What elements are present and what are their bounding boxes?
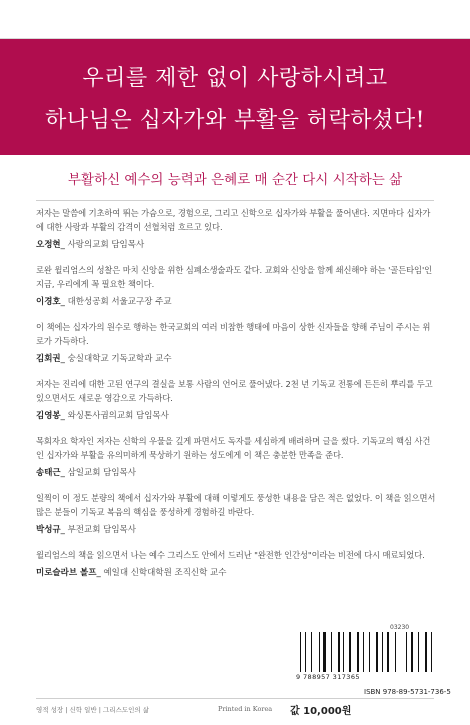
barcode-bar bbox=[418, 632, 419, 672]
endorser-name: 이경호 bbox=[36, 297, 61, 307]
barcode-bar bbox=[323, 632, 325, 672]
endorsement-text: 윌리엄스의 책을 읽으면서 나는 예수 그리스도 안에서 드러난 "완전한 인간성"이라는 비전에 다시 매료되었다. bbox=[36, 550, 425, 560]
barcode-bar bbox=[329, 632, 330, 672]
endorsement-text: 저자는 말씀에 기초하여 뛰는 가슴으로, 경험으로, 그리고 신학으로 십자가와 부활을 풀어낸다. 지면마다 십자가에 대한 사랑과 부활의 감격이 선혈처럼 흐르고 있다. bbox=[36, 208, 431, 232]
endorsement bbox=[36, 434, 436, 479]
headline-line-1: 우리를 제한 없이 사랑하시려고 bbox=[82, 66, 388, 91]
endorser-name: 박성규 bbox=[36, 525, 61, 535]
barcode-bar bbox=[391, 632, 393, 672]
barcode-bar bbox=[387, 632, 389, 672]
endorser-name: 김회권 bbox=[36, 354, 61, 364]
endorsement-text: 이 책에는 십자가의 원수로 행하는 한국교회의 여러 비참한 행태에 마음이 상한 신자들을 향해 주님이 주시는 위로가 가득하다. bbox=[36, 322, 431, 346]
endorsement bbox=[36, 548, 436, 579]
barcode-bar bbox=[367, 632, 369, 672]
barcode-bar bbox=[369, 632, 370, 672]
barcode-bar bbox=[431, 632, 432, 672]
endorsement bbox=[36, 320, 436, 365]
endorser: 이경호_ 대한성공회 서울교구장 주교 bbox=[36, 297, 172, 307]
barcode-bar bbox=[376, 632, 378, 672]
endorser-name: 송태근 bbox=[36, 468, 61, 478]
endorser-title: 사랑의교회 담임목사 bbox=[67, 240, 145, 250]
barcode-bar bbox=[349, 632, 351, 672]
price-code: 03230 bbox=[390, 624, 410, 631]
barcode-bar bbox=[421, 632, 422, 672]
endorser: 송태근_ 삼일교회 담임목사 bbox=[36, 468, 136, 478]
endorsement bbox=[36, 263, 436, 308]
endorser-name: 김영봉 bbox=[36, 411, 61, 421]
barcode-bar bbox=[314, 632, 316, 672]
barcode-bar bbox=[435, 632, 437, 672]
barcode-bar bbox=[360, 632, 361, 672]
isbn-barcode bbox=[300, 632, 400, 672]
barcode-bar bbox=[411, 632, 413, 672]
barcode-bar bbox=[428, 632, 429, 672]
endorsement-text: 로완 윌리엄스의 성찰은 마치 신앙을 위한 심폐소생술과도 같다. 교회와 신앙을 함께 쇄신해야 하는 '골든타임'인 지금, 우리에게 꼭 필요한 책이다. bbox=[36, 265, 433, 289]
barcode-bar bbox=[406, 632, 407, 672]
barcode-bar bbox=[305, 632, 307, 672]
endorser-title: 와싱톤사귐의교회 담임목사 bbox=[67, 411, 169, 421]
barcode-bar bbox=[302, 632, 303, 672]
endorser: 미로슬라브 볼프_ 예일대 신학대학원 조직신학 교수 bbox=[36, 568, 227, 578]
endorsement-text: 목회자요 학자인 저자는 신학의 우물을 깊게 파면서도 독자를 세심하게 배려하며 글을 썼다. 기독교의 핵심 사건인 십자가와 부활을 유의미하게 묵상하기 원하는 성도에게 이 책은 충분한 만족을 준다. bbox=[36, 436, 431, 460]
endorsement bbox=[36, 491, 436, 536]
barcode-bar bbox=[372, 632, 373, 672]
endorsement bbox=[36, 377, 436, 422]
endorser-name: 오정현 bbox=[36, 240, 61, 250]
barcode-bar bbox=[353, 632, 354, 672]
endorsements bbox=[36, 206, 436, 591]
endorser-title: 대한성공회 서울교구장 주교 bbox=[67, 297, 172, 307]
footer-divider bbox=[36, 698, 434, 699]
barcode-bar bbox=[333, 632, 335, 672]
endorser-title: 숭실대학교 기독교학과 교수 bbox=[67, 354, 172, 364]
printed-in: Printed in Korea bbox=[218, 705, 273, 713]
barcode-bar bbox=[347, 632, 348, 672]
barcode-bar bbox=[416, 632, 417, 672]
barcode-bar bbox=[343, 632, 344, 672]
barcode-bar bbox=[309, 632, 310, 672]
addon-barcode bbox=[406, 632, 438, 672]
barcode-bar bbox=[341, 632, 342, 672]
isbn-label: ISBN 978-89-5731-736-5 bbox=[364, 688, 451, 696]
endorser-title: 부전교회 담임목사 bbox=[67, 525, 136, 535]
barcode-bar bbox=[331, 632, 332, 672]
category-list: 영적 성장 | 신학 일반 | 그리스도인의 삶 bbox=[36, 706, 150, 714]
barcode-bar bbox=[363, 632, 364, 672]
barcode-bar bbox=[379, 632, 380, 672]
barcode-bar bbox=[385, 632, 386, 672]
barcode-bar bbox=[397, 632, 398, 672]
barcode-bar bbox=[408, 632, 409, 672]
barcode-bar bbox=[300, 632, 301, 672]
subtitle-divider bbox=[36, 200, 434, 201]
endorser-name: 미로슬라브 볼프 bbox=[36, 568, 97, 578]
barcode-bar bbox=[320, 632, 321, 672]
endorser-title: 삼일교회 담임목사 bbox=[67, 468, 136, 478]
endorser: 김회권_ 숭실대학교 기독교학과 교수 bbox=[36, 354, 172, 364]
barcode-bar bbox=[357, 632, 359, 672]
barcode-bar bbox=[319, 632, 320, 672]
headline-banner bbox=[0, 39, 470, 155]
endorser: 박성규_ 부전교회 담임목사 bbox=[36, 525, 136, 535]
endorser-title: 예일대 신학대학원 조직신학 교수 bbox=[103, 568, 227, 578]
barcode-bar bbox=[311, 632, 312, 672]
barcode-bar bbox=[425, 632, 427, 672]
price-label: 값 10,000원 bbox=[290, 706, 352, 717]
endorsement-text: 저자는 진리에 대한 고된 연구의 결실을 보통 사람의 언어로 풀어냈다. 2천 년 기독교 전통에 든든히 뿌리를 두고 있으면서도 새로운 영감으로 가득하다. bbox=[36, 379, 433, 403]
endorser: 오정현_ 사랑의교회 담임목사 bbox=[36, 240, 145, 250]
headline-line-2: 하나님은 십자가와 부활을 허락하셨다! bbox=[45, 108, 425, 133]
endorser: 김영봉_ 와싱톤사귐의교회 담임목사 bbox=[36, 411, 169, 421]
endorsement bbox=[36, 206, 436, 251]
subtitle: 부활하신 예수의 능력과 은혜로 매 순간 다시 시작하는 삶 bbox=[67, 172, 403, 188]
endorsement-text: 일찍이 이 정도 분량의 책에서 십자가와 부활에 대해 이렇게도 풍성한 내용을 담은 적은 없었다. 이 책을 읽으면서 많은 분들이 기독교 복음의 핵심을 풍성하게 경험하길 바란다. bbox=[36, 493, 436, 517]
barcode-bar bbox=[395, 632, 396, 672]
barcode-bar bbox=[338, 632, 340, 672]
barcode-bar bbox=[382, 632, 383, 672]
barcode-digits: 9 788957 317365 bbox=[296, 673, 360, 681]
